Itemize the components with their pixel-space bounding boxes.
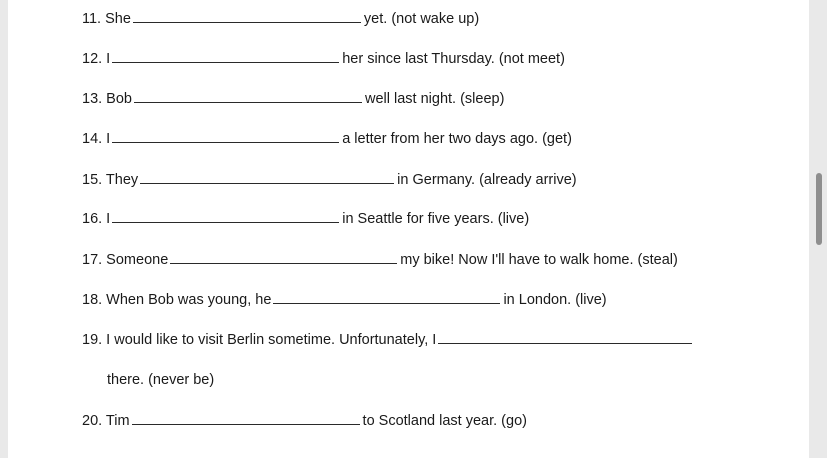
answer-blank — [112, 129, 339, 143]
answer-blank — [133, 9, 361, 23]
exercise-item-12 — [82, 49, 565, 68]
answer-blank — [134, 89, 362, 103]
item-continuation: in Seattle for five years. (live) — [342, 211, 530, 227]
item-prompt: 15. They — [82, 172, 139, 188]
exercise-item-17 — [82, 250, 678, 269]
answer-blank — [273, 290, 500, 304]
answer-blank — [112, 49, 339, 63]
exercise-item-20 — [82, 411, 527, 430]
item-continuation: a letter from her two days ago. (get) — [342, 131, 572, 147]
exercise-item-14 — [82, 129, 572, 148]
exercise-item-13 — [82, 89, 504, 108]
item-prompt: 13. Bob — [82, 91, 132, 107]
item-prompt: 18. When Bob was young, he — [82, 292, 272, 308]
item-continuation: there. (never be) — [107, 372, 215, 388]
answer-blank — [132, 411, 360, 425]
item-prompt: 16. I — [82, 211, 111, 227]
item-continuation: my bike! Now I'll have to walk home. (steal) — [400, 252, 678, 268]
exercise-item-19 — [82, 330, 695, 349]
item-prompt: 19. I would like to visit Berlin sometime. Unfortunately, I — [82, 332, 437, 348]
item-prompt: 12. I — [82, 51, 111, 67]
scrollbar-thumb[interactable] — [816, 173, 822, 245]
item-continuation: in London. (live) — [503, 292, 607, 308]
item-continuation: to Scotland last year. (go) — [362, 413, 527, 429]
item-continuation: yet. (not wake up) — [363, 11, 480, 27]
exercise-item-11 — [82, 9, 479, 28]
exercise-item-16 — [82, 209, 529, 228]
item-continuation: in Germany. (already arrive) — [397, 172, 577, 188]
answer-blank — [112, 209, 339, 223]
worksheet-page — [8, 0, 809, 458]
exercise-item-19-continued — [107, 371, 214, 389]
answer-blank — [438, 330, 692, 344]
exercise-item-18 — [82, 290, 607, 309]
item-continuation: well last night. (sleep) — [365, 91, 505, 107]
item-continuation: her since last Thursday. (not meet) — [342, 51, 565, 67]
answer-blank — [140, 170, 394, 184]
item-prompt: 14. I — [82, 131, 111, 147]
item-prompt: 11. She — [82, 11, 131, 27]
item-prompt: 17. Someone — [82, 252, 169, 268]
answer-blank — [170, 250, 397, 264]
item-prompt: 20. Tim — [82, 413, 130, 429]
vertical-scrollbar[interactable] — [809, 0, 827, 458]
exercise-item-15 — [82, 170, 577, 189]
